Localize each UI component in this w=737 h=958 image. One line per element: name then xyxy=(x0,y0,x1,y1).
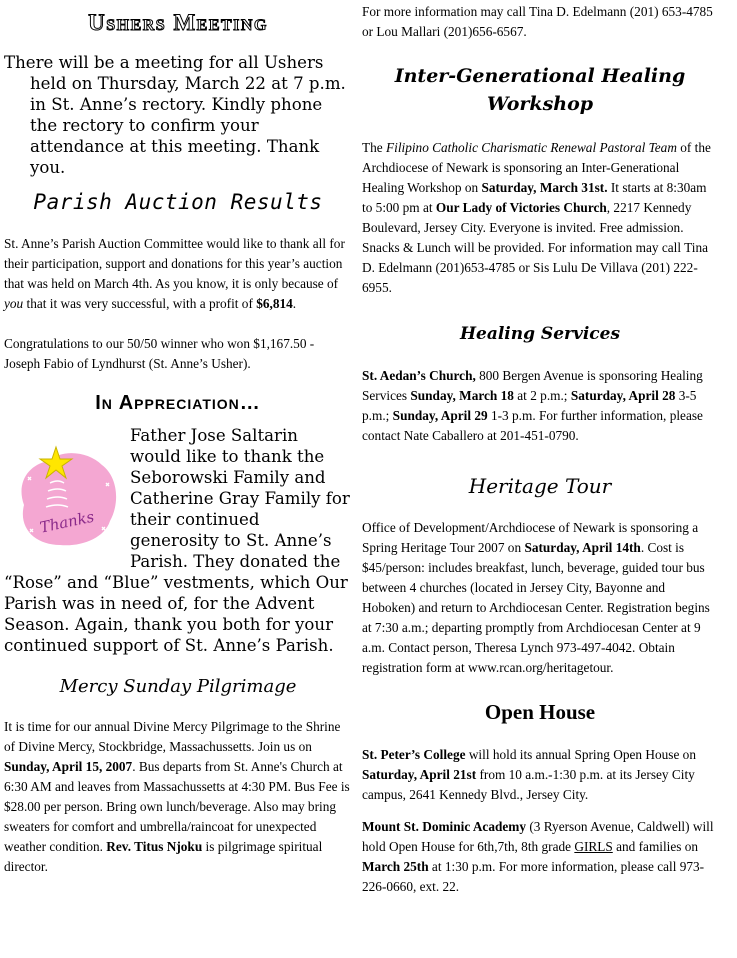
appreciation-text: Father Jose Saltarin would like to thank the Seborowski Family and Catherine Gray Family for their continued generosity to St. Anne’s Parish. They donated the “Rose” and “Blue” vestments, which Our Parish was in need of, for the Advent Season. Again, thank you both for your continued support of St. Anne’s Parish. xyxy=(4,426,350,655)
auction-paragraph-2: Congratulations to our 50/50 winner who won $1,167.50 - Joseph Fabio of Lyndhurst (St. Anne’s Usher). xyxy=(4,336,315,371)
mercy-text: It is time for our annual Divine Mercy Pilgrimage to the Shrine of Divine Mercy, Stockbridge, Massachussetts. Join us on Sunday, April 15, 2007. Bus departs from St. Anne's Church at 6:30 AM and leaves from Massachussetts at 4:30 PM. Bus Fee is $28.00 per person. Bring own lunch/beverage. Also may bring sweaters for comfort and umbrella/raincoat for unexpected weather condition. Rev. Titus Njoku is pilgrimage spiritual director. xyxy=(4,719,350,874)
heritage-text: Office of Development/Archdiocese of Newark is sponsoring a Spring Heritage Tour 2007 on Saturday, April 14th. Cost is $45/person: includes breakfast, lunch, beverage, guided tour bus between 4 churches (located in Jersey City, Bayonne and Hoboken) and return to Archdiocesan Center. Registration begins at 7:30 a.m.; departing promptly from Archdiocesan Center at 9 a.m. Contact person, Theresa Lynch 973-497-4042. Obtain registration form at www.rcan.org/heritagetour. xyxy=(362,520,710,675)
ushers-heading: Ushers Meeting xyxy=(88,10,268,35)
thanks-image xyxy=(10,443,122,551)
auction-heading: Parish Auction Results xyxy=(33,190,323,214)
healing-heading: Healing Services xyxy=(459,324,621,344)
mercy-heading: Mercy Sunday Pilgrimage xyxy=(59,676,297,697)
open-house-text-1: St. Peter’s College will hold its annual Spring Open House on Saturday, April 21st from 10 a.m.-1:30 p.m. at its Jersey City campus, 2641 Kennedy Blvd., Jersey City. xyxy=(362,747,696,802)
healing-text: St. Aedan’s Church, 800 Bergen Avenue is sponsoring Healing Services Sunday, March 18 at 2 p.m.; Saturday, April 28 3-5 p.m.; Sunday, April 29 1-3 p.m. For further information, please contact Nate Caballero at 201-451-0790. xyxy=(362,368,703,443)
open-house-heading: Open House xyxy=(484,700,596,724)
open-house-text-2: Mount St. Dominic Academy (3 Ryerson Avenue, Caldwell) will hold Open House for 6th,7th, 8th grade GIRLS and families on March 25th at 1:30 p.m. For more information, please call 973-226-0660, ext. 22. xyxy=(362,819,714,894)
appreciation-block xyxy=(4,425,352,656)
ushers-text: There will be a meeting for all Ushers held on Thursday, March 22 at 7 p.m. in St. Anne’s rectory. Kindly phone the rectory to confirm your attendance at this meeting. Thank you. xyxy=(4,53,346,177)
workshop-heading: Inter-Generational Healing Workshop xyxy=(394,65,686,115)
thanks-image-text: Thanks xyxy=(38,507,96,537)
right-column xyxy=(362,0,718,897)
contact-top-text: For more information may call Tina D. Edelmann (201) 653-4785 or Lou Mallari (201)656-6567. xyxy=(362,4,713,39)
heritage-heading: Heritage Tour xyxy=(468,474,612,498)
appreciation-heading: In Appreciation… xyxy=(95,392,261,414)
left-column xyxy=(4,0,352,877)
auction-paragraph-1: St. Anne’s Parish Auction Committee would like to thank all for their participation, support and donations for this year’s auction that was held on March 4th. As you know, it is only because of you that it was very successful, with a profit of $6,814. xyxy=(4,236,345,311)
workshop-text: The Filipino Catholic Charismatic Renewal Pastoral Team of the Archdiocese of Newark is sponsoring an Inter-Generational Healing Workshop on Saturday, March 31st. It starts at 8:30am to 5:00 pm at Our Lady of Victories Church, 2217 Kennedy Boulevard, Jersey City. Everyone is invited. Free admission. Snacks & Lunch will be provided. For information may call Tina D. Edelmann (201)653-4785 or Sis Lulu De Villava (201) 222- 6955. xyxy=(362,140,711,295)
